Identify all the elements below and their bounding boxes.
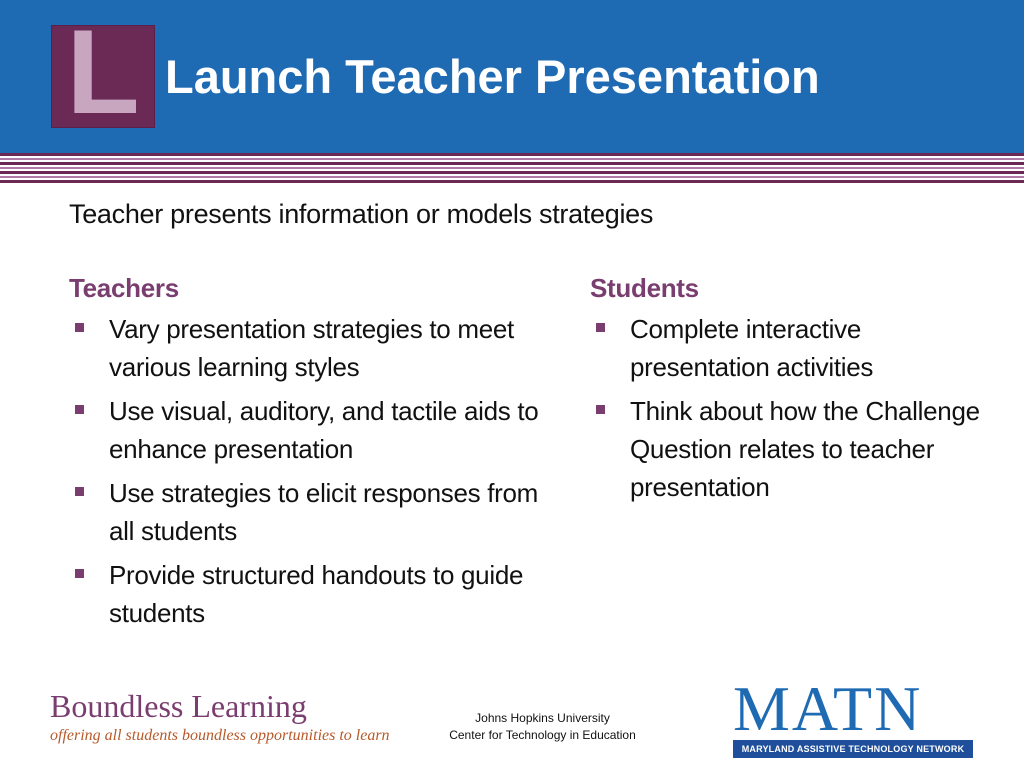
students-heading: Students [590, 273, 699, 303]
section-letter: L [66, 5, 140, 139]
teachers-list [69, 310, 569, 632]
matn-name: MARYLAND ASSISTIVE TECHNOLOGY NETWORK [733, 740, 973, 758]
list-item-text: Think about how the Challenge Question relates to teacher presentation [630, 396, 980, 502]
square-bullet-icon [596, 323, 605, 332]
brand-title: Boundless Learning [50, 688, 307, 724]
footer-credit-line2: Center for Technology in Education [449, 728, 636, 742]
square-bullet-icon [75, 405, 84, 414]
slide-title: Launch Teacher Presentation [165, 50, 820, 103]
square-bullet-icon [596, 405, 605, 414]
boundless-learning-logo [50, 688, 390, 748]
list-item-text: Provide structured handouts to guide students [109, 560, 524, 628]
matn-logo [733, 680, 973, 760]
brand-tagline: offering all students boundless opportunities to learn [50, 727, 390, 744]
list-item-text: Vary presentation strategies to meet various learning styles [109, 314, 514, 382]
footer-credit [430, 710, 655, 744]
intro-text: Teacher presents information or models strategies [69, 199, 654, 229]
list-item [590, 310, 1000, 386]
teachers-heading: Teachers [69, 273, 179, 303]
section-letter-logo [51, 5, 155, 139]
footer-credit-line1: Johns Hopkins University [475, 711, 610, 725]
list-item [590, 392, 1000, 506]
list-item [69, 392, 569, 468]
header-stripes [0, 153, 1024, 187]
teachers-column [69, 270, 569, 638]
list-item-text: Use strategies to elicit responses from all students [109, 478, 539, 546]
students-list [590, 310, 1000, 506]
matn-letters: MATN [733, 680, 923, 738]
list-item-text: Use visual, auditory, and tactile aids to enhance presentation [109, 396, 539, 464]
students-column [590, 270, 1000, 512]
square-bullet-icon [75, 323, 84, 332]
list-item-text: Complete interactive presentation activities [630, 314, 874, 382]
slide-header [0, 0, 1024, 153]
list-item [69, 310, 569, 386]
square-bullet-icon [75, 487, 84, 496]
list-item [69, 556, 569, 632]
square-bullet-icon [75, 569, 84, 578]
list-item [69, 474, 569, 550]
